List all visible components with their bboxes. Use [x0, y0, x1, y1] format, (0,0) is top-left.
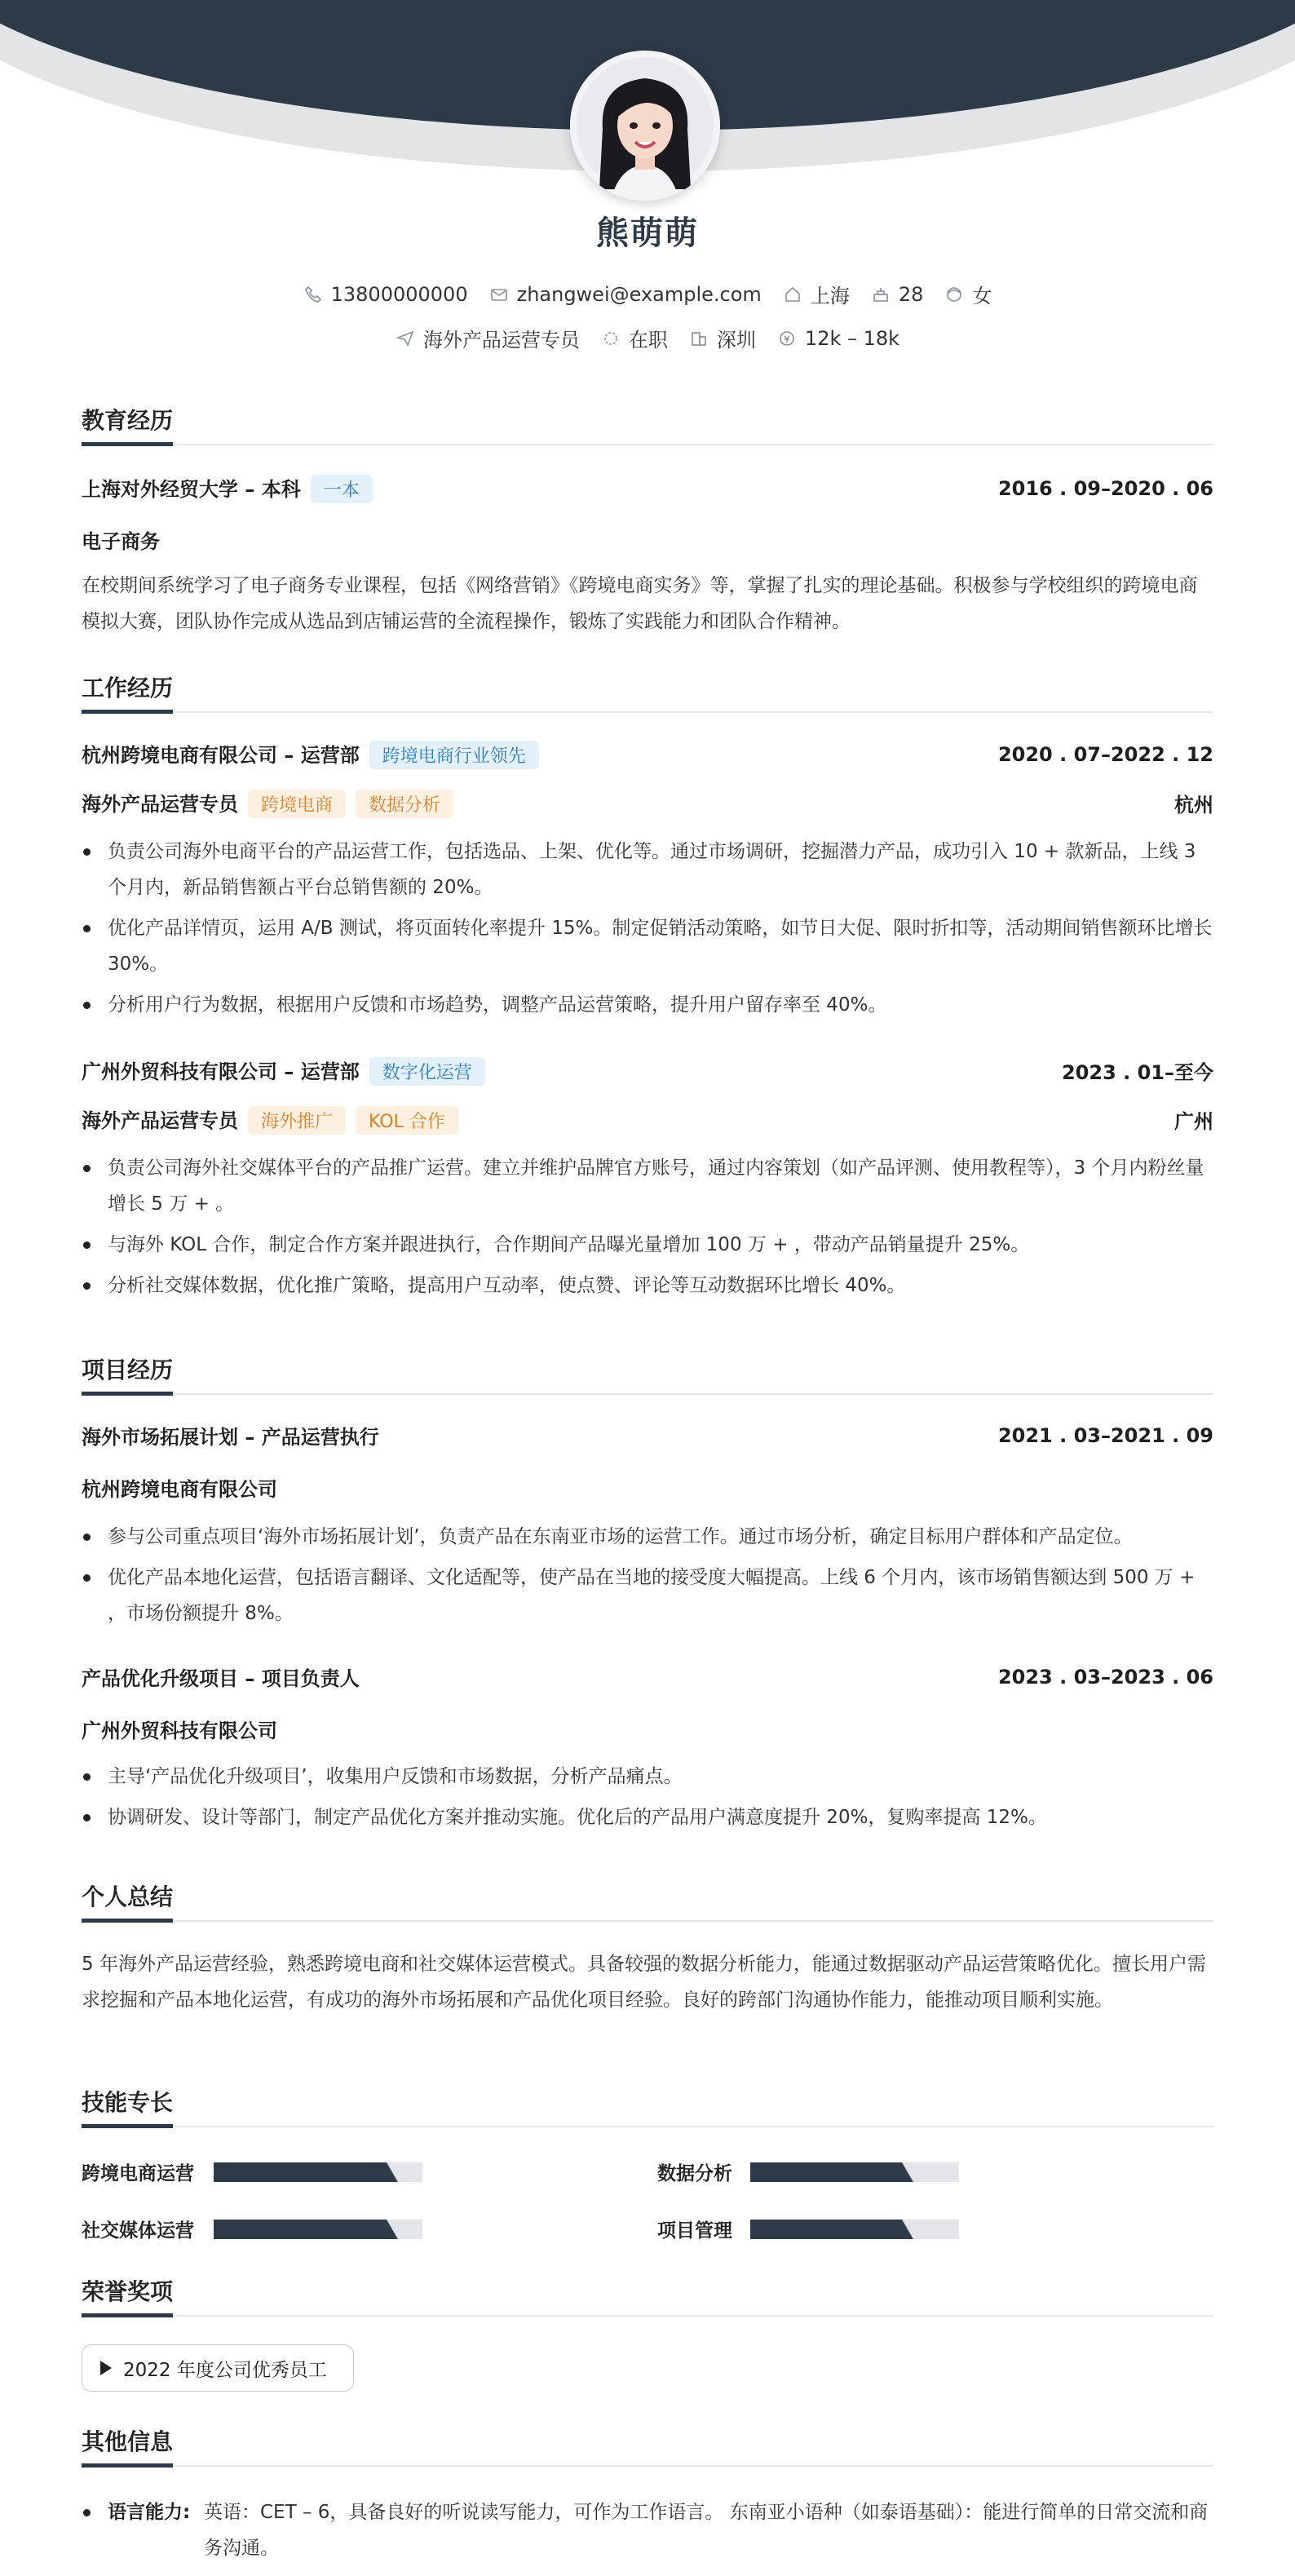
- projects-section: [82, 1352, 1213, 1395]
- list-item: 优化产品详情页，运用 A/B 测试，将页面转化率提升 15%。制定促销活动策略，如节日大促、限时折扣等，活动期间销售额环比增长 30%。: [82, 910, 1213, 982]
- skill-bar: [750, 2162, 959, 2182]
- contact-gender: [944, 280, 992, 308]
- section-title: 教育经历: [82, 407, 174, 434]
- intent-location: [689, 324, 756, 352]
- job-bullets: [82, 1150, 1213, 1308]
- major: 电子商务: [82, 530, 160, 553]
- job-header: [82, 1056, 1213, 1086]
- skill-bar: [214, 2220, 422, 2239]
- section-divider: [82, 1920, 1213, 1922]
- section-title: 个人总结: [82, 1883, 174, 1910]
- section-title: 工作经历: [82, 675, 174, 702]
- project-header: [82, 1662, 1213, 1691]
- language-text: 英语：CET – 6，具备良好的听说读写能力，可作为工作语言。 东南亚小语种（如泰语基础）：能进行简单的日常交流和商务沟通。: [204, 2502, 1209, 2559]
- intent-salary: [777, 327, 899, 350]
- award-item[interactable]: [82, 2344, 354, 2392]
- skill-bar-fill: [214, 2220, 385, 2239]
- city-text: 上海: [810, 285, 850, 308]
- section-divider: [82, 2126, 1213, 2127]
- money-icon: [777, 329, 797, 348]
- play-icon: [100, 2361, 112, 2375]
- project-bullets: [82, 1759, 1213, 1840]
- section-divider: [82, 711, 1213, 713]
- project-org: 杭州跨境电商有限公司: [82, 1478, 277, 1501]
- job-period: 2023 . 01–至今: [1061, 1061, 1213, 1084]
- company-tag: 数字化运营: [369, 1057, 485, 1086]
- phone-icon: [303, 285, 323, 304]
- position-text: 海外产品运营专员: [422, 329, 580, 352]
- skill-item: [657, 2158, 959, 2185]
- section-title: 技能专长: [82, 2089, 174, 2116]
- face-icon: [944, 285, 964, 304]
- other-section: [82, 2424, 1213, 2467]
- contact-email: [489, 283, 762, 306]
- school-tag: 一本: [311, 475, 373, 503]
- contact-phone: [303, 283, 468, 306]
- education-section: [82, 403, 1213, 445]
- skill-bar-fill: [750, 2220, 900, 2239]
- summary-text: 5 年海外产品运营经验，熟悉跨境电商和社交媒体运营模式。具备较强的数据分析能力，能通过数据驱动产品运营策略优化。擅长用户需求挖掘和产品本地化运营，有成功的海外市场拓展和产品优化项目经验。良好的跨部门沟通协作能力，能推动项目顺利实施。: [82, 1954, 1206, 2011]
- job-role: 海外产品运营专员: [82, 793, 238, 816]
- company-tag: 跨境电商行业领先: [369, 741, 539, 769]
- skill-item: [82, 2215, 422, 2242]
- list-item: 负责公司海外社交媒体平台的产品推广运营。建立并维护品牌官方账号，通过内容策划（如产品评测、使用教程等），3 个月内粉丝量增长 5 万 + 。: [82, 1150, 1213, 1222]
- status-icon: [601, 329, 621, 348]
- list-item: 主导‘产品优化升级项目’，收集用户反馈和市场数据，分析产品痛点。: [82, 1759, 1213, 1795]
- section-divider: [82, 444, 1213, 445]
- job-city: 杭州: [1174, 794, 1213, 817]
- education-entry: [82, 473, 1213, 503]
- job-header: [82, 739, 1213, 769]
- candidate-name: 熊萌萌: [596, 215, 699, 252]
- skill-bar-edge: [385, 2220, 400, 2239]
- section-title: 其他信息: [82, 2428, 174, 2455]
- school-name: 上海对外经贸大学 – 本科: [82, 478, 301, 501]
- intent-position: [396, 324, 580, 352]
- education-description: 在校期间系统学习了电子商务专业课程，包括《网络营销》《跨境电商实务》等，掌握了扎实的理论基础。积极参与学校组织的跨境电商模拟大赛，团队协作完成从选品到店铺运营的全流程操作，锻炼了实践能力和团队合作精神。: [82, 575, 1198, 632]
- skill-bar: [214, 2162, 422, 2182]
- skill-item: [82, 2158, 422, 2185]
- company-name: 广州外贸科技有限公司 – 运营部: [82, 1060, 360, 1083]
- intent-status: [601, 324, 668, 352]
- awards-section: [82, 2274, 1213, 2317]
- skill-label: 社交媒体运营: [82, 2220, 194, 2242]
- project-name: 产品优化升级项目 – 项目负责人: [82, 1667, 360, 1690]
- section-divider: [82, 1393, 1213, 1395]
- skill-label: 项目管理: [657, 2220, 732, 2242]
- gender-text: 女: [972, 285, 992, 308]
- job-tag: 海外推广: [248, 1106, 346, 1135]
- skill-bar-edge: [900, 2220, 915, 2239]
- project-bullets: [82, 1519, 1213, 1636]
- status-text: 在职: [628, 329, 668, 352]
- skill-item: [657, 2215, 959, 2242]
- list-item: 协调研发、设计等部门，制定产品优化方案并推动实施。优化后的产品用户满意度提升 20%，复购率提高 12%。: [82, 1799, 1213, 1835]
- work-section: [82, 671, 1213, 713]
- skill-label: 跨境电商运营: [82, 2163, 194, 2184]
- list-item: 与海外 KOL 合作，制定合作方案并跟进执行，合作期间产品曝光量增加 100 万 + ，带动产品销量提升 25%。: [82, 1227, 1213, 1263]
- cake-icon: [871, 285, 891, 304]
- job-role-row: [82, 1104, 1213, 1135]
- job-tag: 跨境电商: [248, 790, 346, 818]
- skill-bar-edge: [900, 2162, 915, 2182]
- summary-section: [82, 1879, 1213, 1922]
- skill-bar-fill: [214, 2162, 385, 2182]
- project-name: 海外市场拓展计划 – 产品运营执行: [82, 1426, 379, 1449]
- home-icon: [783, 285, 802, 304]
- project-period: 2023 . 03–2023 . 06: [997, 1665, 1213, 1689]
- avatar: [570, 51, 720, 201]
- project-period: 2021 . 03–2021 . 09: [997, 1423, 1213, 1447]
- section-title: 项目经历: [82, 1357, 174, 1383]
- skill-bar: [750, 2220, 959, 2239]
- contact-city: [783, 280, 850, 308]
- job-tag: KOL 合作: [356, 1106, 458, 1135]
- email-text: zhangwei@example.com: [516, 282, 762, 306]
- phone-text: 13800000000: [330, 282, 468, 306]
- location-text: 深圳: [716, 329, 756, 352]
- list-item: 优化产品本地化运营，包括语言翻译、文化适配等，使产品在当地的接受度大幅提高。上线 6 个月内，该市场销售额达到 500 万 + ，市场份额提升 8%。: [82, 1560, 1213, 1631]
- age-text: 28: [898, 282, 924, 306]
- skill-label: 数据分析: [657, 2163, 732, 2184]
- list-item: 分析用户行为数据，根据用户反馈和市场趋势，调整产品运营策略，提升用户留存率至 40%。: [82, 987, 1213, 1023]
- language-label: 语言能力:: [108, 2502, 191, 2523]
- job-period: 2020 . 07–2022 . 12: [997, 742, 1213, 766]
- skills-section: [82, 2085, 1213, 2127]
- education-period: 2016 . 09–2020 . 06: [997, 476, 1213, 500]
- job-tag: 数据分析: [356, 790, 453, 818]
- list-item: 负责公司海外电商平台的产品运营工作，包括选品、上架、优化等。通过市场调研，挖掘潜力产品，成功引入 10 + 款新品，上线 3 个月内，新品销售额占平台总销售额的 20%。: [82, 834, 1213, 905]
- language-item: [82, 2494, 1213, 2566]
- bullet-dot: [83, 2509, 91, 2516]
- job-role: 海外产品运营专员: [82, 1109, 238, 1132]
- section-title: 荣誉奖项: [82, 2278, 174, 2305]
- skill-bar-fill: [750, 2162, 900, 2182]
- award-label: 2022 年度公司优秀员工: [123, 2359, 327, 2381]
- list-item: 参与公司重点项目‘海外市场拓展计划’，负责产品在东南亚市场的运营工作。通过市场分析，确定目标用户群体和产品定位。: [82, 1519, 1213, 1555]
- mail-icon: [489, 285, 509, 304]
- send-icon: [396, 329, 415, 348]
- intent-row: [0, 324, 1295, 352]
- project-org: 广州外贸科技有限公司: [82, 1720, 277, 1742]
- list-item: 分析社交媒体数据，优化推广策略，提高用户互动率，使点赞、评论等互动数据环比增长 40%。: [82, 1268, 1213, 1303]
- project-header: [82, 1421, 1213, 1450]
- skill-bar-edge: [385, 2162, 400, 2182]
- section-divider: [82, 2315, 1213, 2317]
- job-city: 广州: [1174, 1110, 1213, 1133]
- contact-row: [0, 280, 1295, 308]
- job-role-row: [82, 788, 1213, 818]
- company-name: 杭州跨境电商有限公司 – 运营部: [82, 744, 360, 767]
- contact-age: [871, 283, 924, 306]
- section-divider: [82, 2465, 1213, 2467]
- salary-text: 12k – 18k: [804, 326, 900, 350]
- job-bullets: [82, 834, 1213, 1028]
- building-icon: [689, 329, 709, 348]
